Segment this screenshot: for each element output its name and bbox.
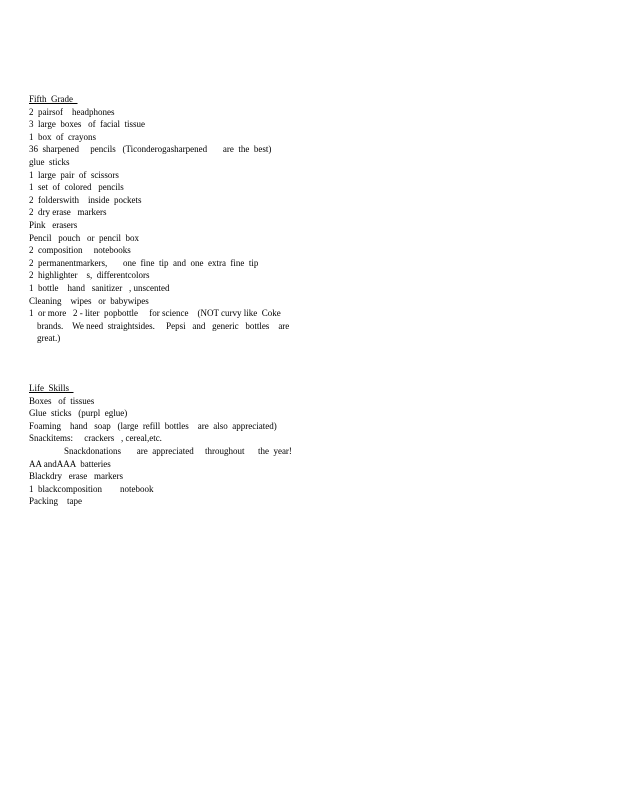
list-item: AA andAAA batteries — [29, 458, 111, 469]
list-item: Blackdry erase markers — [29, 471, 123, 482]
list-item: 2 pairsof headphones — [29, 106, 115, 117]
list-item: Foaming hand soap (large refill bottles are also appreciated) — [29, 420, 277, 431]
list-item: Packing tape — [29, 496, 82, 507]
list-item: Pencil pouch or pencil box — [29, 232, 139, 243]
fifth-grade-heading: Fifth Grade — [29, 94, 78, 104]
list-item: 1 box of crayons — [29, 131, 96, 142]
list-item: 2 dry erase markers — [29, 207, 107, 218]
list-item: 3 large boxes of facial tissue — [29, 119, 146, 130]
list-item: 2 permanentmarkers, one fine tip and one extra fine tip — [29, 257, 259, 268]
fifth-grade-section — [29, 93, 289, 345]
list-item: 2 highlighter s, differentcolors — [29, 270, 150, 281]
list-item: 1 blackcomposition notebook — [29, 483, 154, 494]
list-item: Glue sticks (purpl eglue) — [29, 408, 128, 419]
list-item-continuation: brands. We need straightsides. Pepsi and generic bottles are — [37, 320, 290, 331]
list-item: Snackitems: crackers , cereal,etc. — [29, 433, 162, 444]
life-skills-section — [29, 382, 292, 508]
list-item: Cleaning wipes or babywipes — [29, 295, 149, 306]
list-item: 2 composition notebooks — [29, 245, 131, 256]
list-item: 2 folderswith inside pockets — [29, 194, 142, 205]
list-item: 36 sharpened pencils (Ticonderogasharpened are the best) — [29, 144, 272, 155]
list-item: Pink erasers — [29, 219, 78, 230]
list-item: 1 or more 2 - liter popbottle for science (NOT curvy like Coke — [29, 308, 281, 319]
list-item: glue sticks — [29, 156, 70, 167]
list-item: 1 large pair of scissors — [29, 169, 119, 180]
list-item-continuation: great.) — [37, 333, 61, 344]
life-skills-heading: Life Skills — [29, 383, 74, 393]
list-item-continuation: Snackdonations are appreciated throughout the year! — [64, 445, 292, 456]
list-item: 1 set of colored pencils — [29, 182, 124, 193]
list-item: 1 bottle hand sanitizer , unscented — [29, 282, 170, 293]
list-item: Boxes of tissues — [29, 395, 95, 406]
